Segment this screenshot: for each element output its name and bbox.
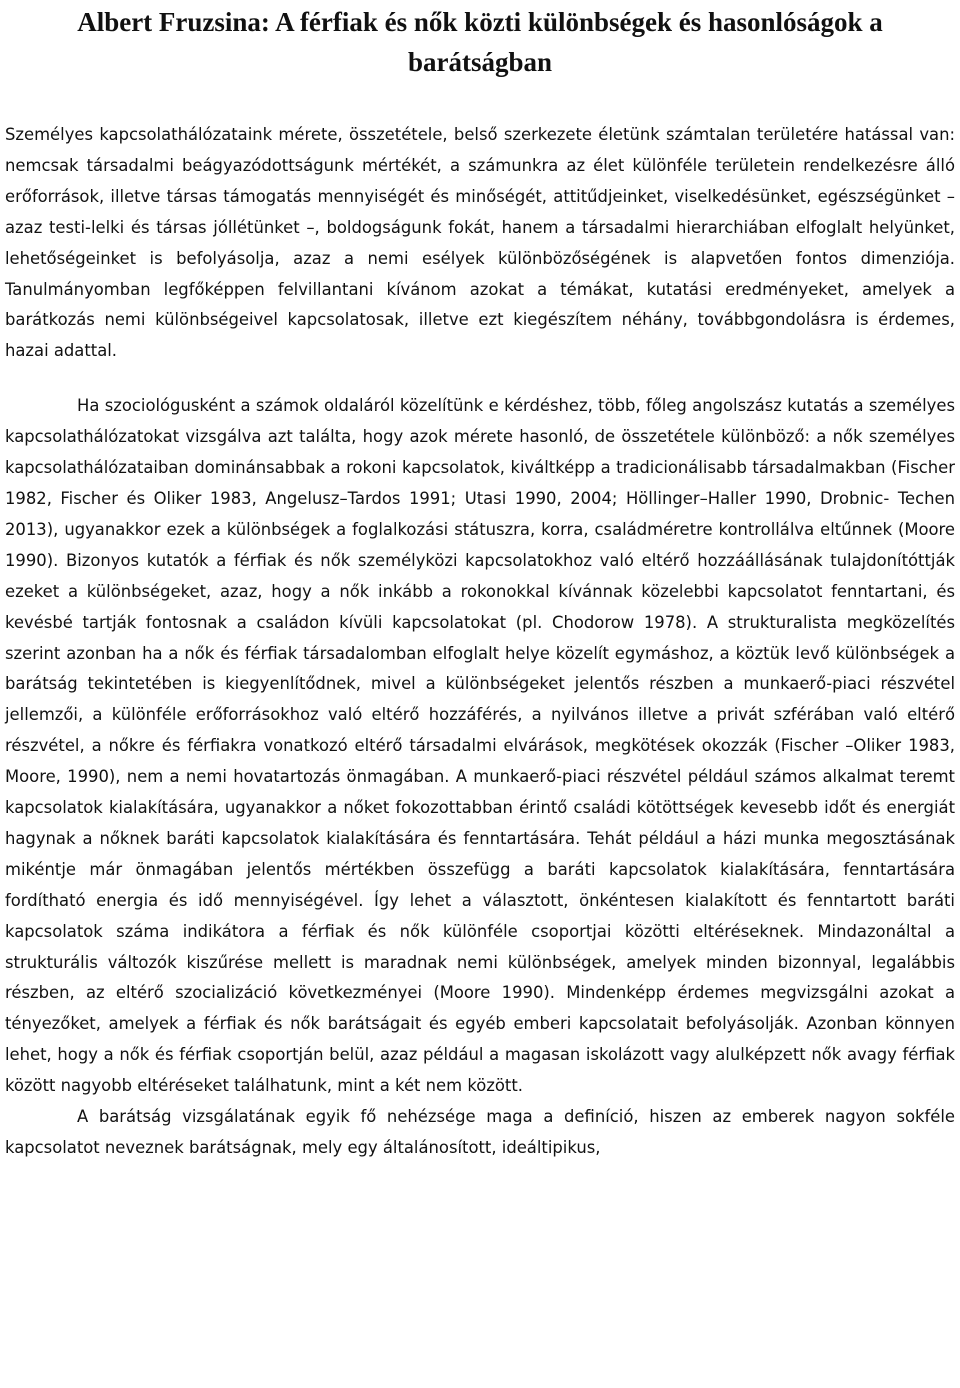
- paragraph-body: Ha szociológusként a számok oldaláról közelítünk e kérdéshez, több, főleg angolszász kutatás a személyes kapcsolathálózatokat vizsgálva azt találta, hogy azok mérete hasonló, de összetétele különböző: a nők személyes kapcsolathálózataiban dominánsabbak a rokoni kapcsolatok, kiváltképp a tradicionálisabb társadalmakban (Fischer 1982, Fischer és Oliker 1983, Angelusz–Tardos 1991; Utasi 1990, 2004; Höllinger–Haller 1990, Drobnic- Techen 2013), ugyanakkor ezek a különbségek a foglalkozási státuszra, korra, családméretre kontrollálva eltűnnek (Moore 1990). Bizonyos kutatók a férfiak és nők személyközi kapcsolatokhoz való eltérő hozzáállásának tulajdonítóttják ezeket a különbségeket, azaz, hogy a nők inkább a rokonokkal kívánnak közelebbi kapcsolatot fenntartani, és kevésbé tartják fontosnak a családon kívüli kapcsolatokat (pl. Chodorow 1978). A strukturalista megközelítés szerint azonban ha a nők és férfiak társadalomban elfoglalt helye közelít egymáshoz, a köztük levő különbségek a barátság tekintetében is kiegyenlítődnek, mivel a különbségeket jelentős részben a munkaerő-piaci részvétel jellemzői, a különféle erőforrásokhoz való eltérő hozzáférés, a nyilvános illetve a privát szférában való eltérő részvétel, a nőkre és férfiakra vonatkozó eltérő társadalmi elvárások, megkötések okozzák (Fischer –Oliker 1983, Moore, 1990), nem a nemi hovatartozás önmagában. A munkaerő-piaci részvétel például számos alkalmat teremt kapcsolatok kialakítására, ugyanakkor a nőket fokozottabban érintő családi kötöttségek kevesebb időt és energiát hagynak a nőknek baráti kapcsolatok kialakítására és fenntartására. Tehát például a házi munka megosztásának mikéntje már önmagában jelentős mértékben összefügg a baráti kapcsolatok kialakítására, fenntartására fordítható energia és idő mennyiségével. Így lehet a választott, önkéntesen kialakított és fenntartott baráti kapcsolatok száma indikátora a férfiak és nők különféle csoportjai közötti eltéréseknek. Mindazonáltal a strukturális változók kiszűrése mellett is maradnak nemi különbségek, amelyek minden bizonnyal, legalábbis részben, az eltérő szocializáció következményei (Moore 1990). Mindenképp érdemes megvizsgálni azokat a tényezőket, amelyek a férfiak és nők barátságait és egyéb emberi kapcsolatait befolyásolják. Azonban könnyen lehet, hogy a nők és férfiak csoportján belül, azaz például a magasan iskolázott vagy alulképzett nők avagy férfiak között nagyobb eltéréseket találhatunk, mint a két nem között.: [5, 396, 955, 1096]
- paragraph-intro: Személyes kapcsolathálózataink mérete, összetétele, belső szerkezete életünk számtalan területére hatással van: nemcsak társadalmi beágyazódottságunk mértékét, a számunkra az élet különféle területein rendelkezésre álló erőforrások, illetve társas támogatás mennyiségét és minőségét, attitűdjeinket, viselkedésünket, egészségünket – azaz testi-lelki és társas jóllétünket –, boldogságunk fokát, hanem a társadalmi hierarchiában elfoglalt helyünket, lehetőségeinket is befolyásolja, azaz a nemi esélyek különbözőségének is alapvetően fontos dimenziója. Tanulmányomban legfőképpen felvillantani kívánom azokat a témákat, kutatási eredményeket, amelyek a barátkozás nemi különbségeivel kapcsolatosak, illetve ezt kiegészítem néhány, továbbgondolásra is érdemes, hazai adattal.: [5, 125, 955, 361]
- paragraph-definition: A barátság vizsgálatának egyik fő nehézsége maga a definíció, hiszen az emberek nagyon sokféle kapcsolatot neveznek barátságnak, mely egy általánosított, ideáltipikus,: [5, 1107, 955, 1157]
- document-title: Albert Fruzsina: A férfiak és nők közti különbségek és hasonlóságok a barátságban: [77, 7, 883, 77]
- document-page: [5, 0, 955, 1164]
